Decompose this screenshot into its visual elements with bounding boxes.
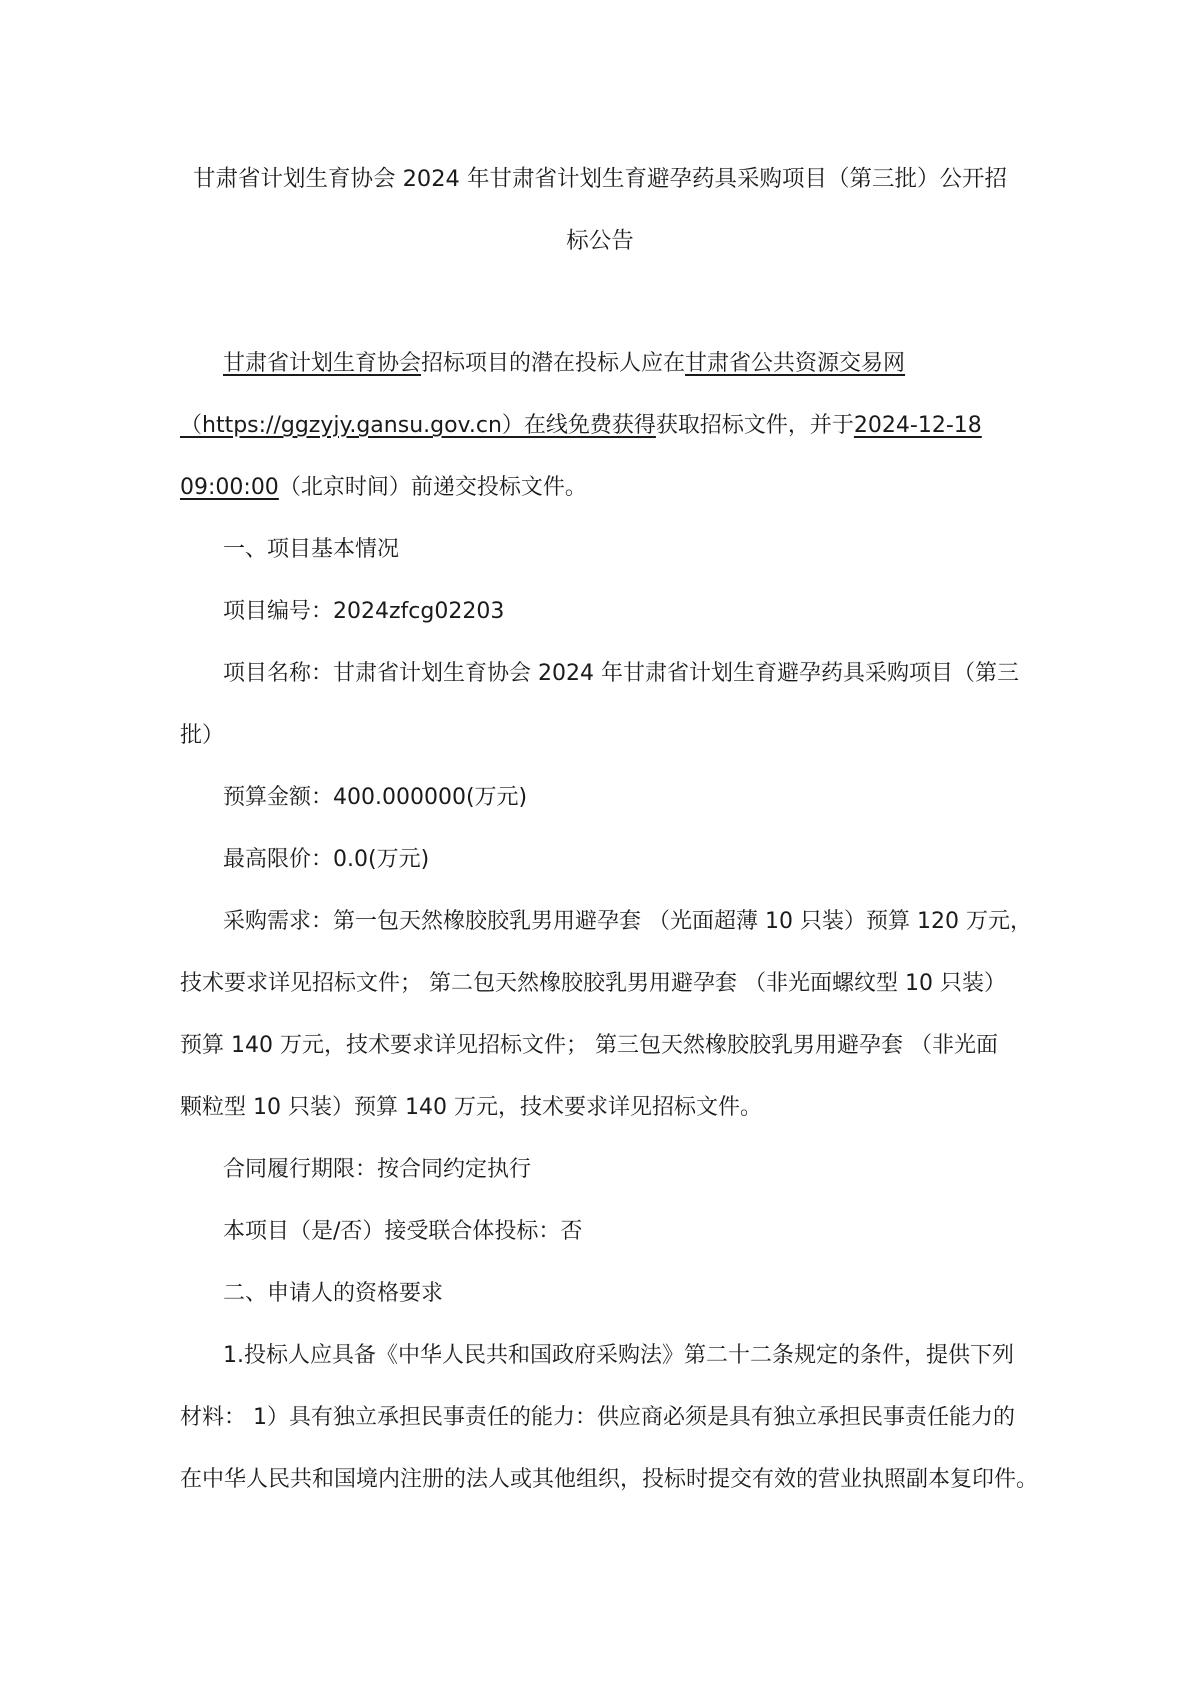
requirement-line-4: 颗粒型 10 只装）预算 140 万元，技术要求详见招标文件。 — [180, 1095, 762, 1120]
qualification-line-3: 在中华人民共和国境内注册的法人或其他组织，投标时提交有效的营业执照副本复印件。 — [180, 1467, 1039, 1492]
trading-platform-link[interactable]: 甘肃省公共资源交易网 — [685, 351, 906, 376]
purchaser-name-link[interactable]: 甘肃省计划生育协会 — [223, 351, 422, 376]
requirement-line-2: 技术要求详见招标文件； 第二包天然橡胶胶乳男用避孕套 （非光面螺纹型 10 只装） — [180, 971, 1006, 996]
announcement-title — [180, 148, 1020, 272]
title-line-1: 甘肃省计划生育协会 2024 年甘肃省计划生育避孕药具采购项目（第三批）公开招 — [192, 166, 1008, 192]
contract-period: 合同履行期限：按合同约定执行 — [223, 1157, 532, 1182]
requirement-line-3: 预算 140 万元，技术要求详见招标文件； 第三包天然橡胶胶乳男用避孕套 （非光面 — [180, 1033, 998, 1058]
max-price: 最高限价：0.0(万元) — [223, 847, 430, 872]
intro-text: 获取招标文件，并于 — [655, 413, 854, 438]
consortium-bidding: 本项目（是/否）接受联合体投标：否 — [223, 1219, 583, 1244]
section-heading-basic-info: 一、项目基本情况 — [223, 537, 400, 562]
intro-text: （北京时间）前递交投标文件。 — [278, 475, 587, 500]
project-number: 项目编号：2024zfcg02203 — [223, 599, 505, 624]
intro-text: 招标项目的潜在投标人应在 — [421, 351, 686, 376]
deadline-date: 2024-12-18 — [853, 413, 982, 438]
section-heading-qualification: 二、申请人的资格要求 — [223, 1281, 444, 1306]
qualification-line-2: 材料： 1）具有独立承担民事责任的能力：供应商必须是具有独立承担民事责任能力的 — [180, 1405, 1015, 1430]
platform-url-link[interactable]: （https://ggzyjy.gansu.gov.cn）在线免费获得 — [180, 413, 656, 438]
intro-line-3 — [180, 457, 1030, 519]
budget-amount: 预算金额：400.000000(万元) — [223, 785, 528, 810]
qualification-line-1: 1.投标人应具备《中华人民共和国政府采购法》第二十二条规定的条件，提供下列 — [223, 1343, 1014, 1368]
intro-line-2 — [180, 395, 1030, 457]
project-name-line-1: 项目名称：甘肃省计划生育协会 2024 年甘肃省计划生育避孕药具采购项目（第三 — [223, 661, 1019, 686]
title-line-2: 标公告 — [566, 228, 634, 254]
document-body — [180, 333, 1039, 1511]
project-name-line-2: 批） — [180, 723, 225, 748]
requirement-line-1: 采购需求：第一包天然橡胶胶乳男用避孕套 （光面超薄 10 只装）预算 120 万元， — [223, 909, 1032, 934]
deadline-time: 09:00:00 — [180, 475, 279, 500]
intro-line-1 — [180, 333, 1030, 395]
